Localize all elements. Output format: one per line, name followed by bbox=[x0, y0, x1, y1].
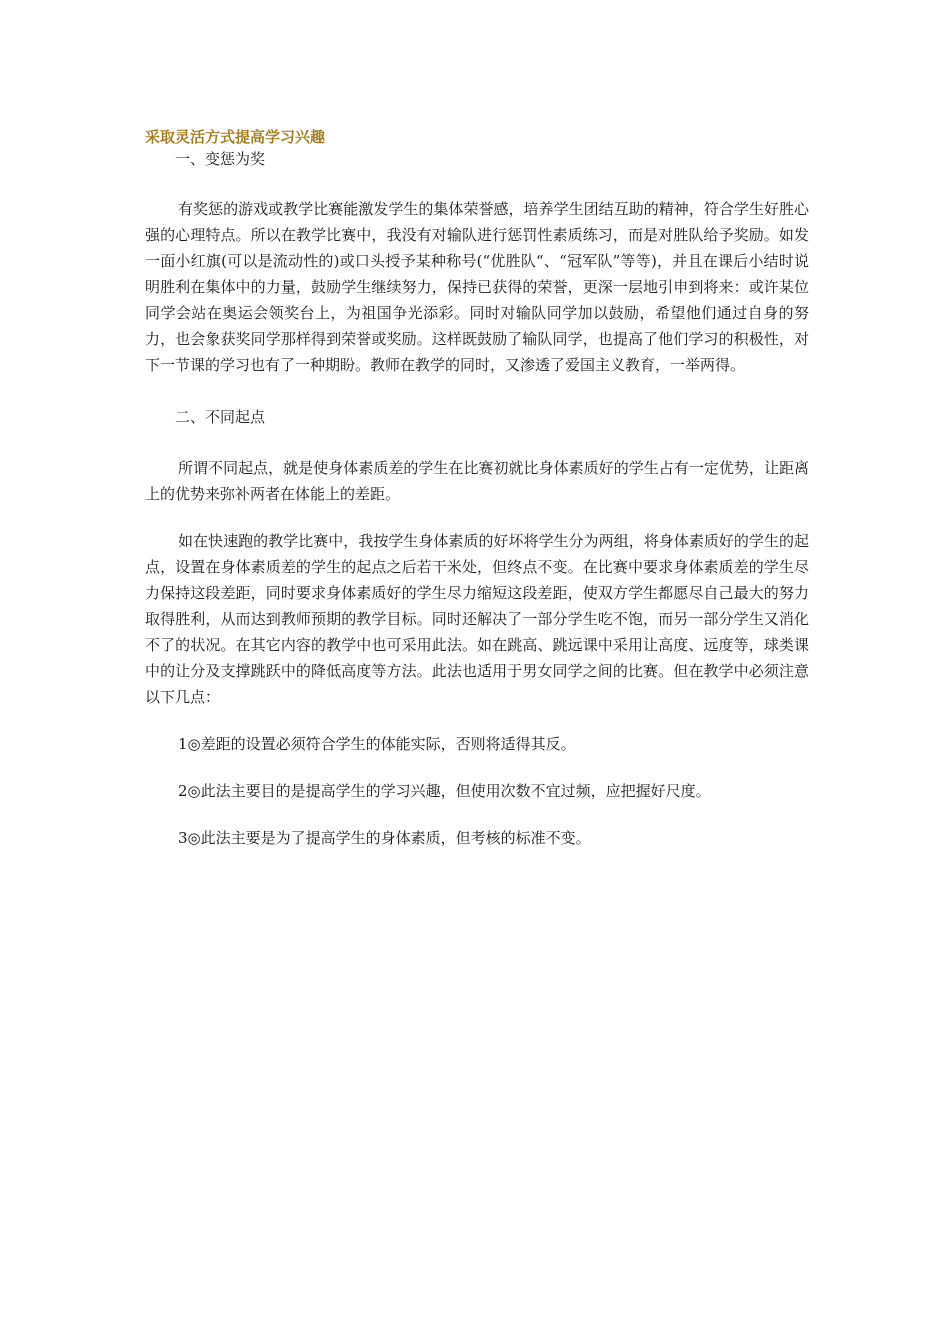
document-title: 采取灵活方式提高学习兴趣 bbox=[145, 128, 326, 146]
point-2: 2◎此法主要目的是提高学生的学习兴趣，但使用次数不宜过频，应把握好尺度。 bbox=[178, 782, 711, 800]
section2-paragraph-1: 所谓不同起点，就是使身体素质差的学生在比赛初就比身体素质好的学生占有一定优势，让距离上的优势来弥补两者在体能上的差距。 bbox=[145, 459, 809, 503]
section1-heading: 一、变惩为奖 bbox=[175, 150, 266, 168]
section2-paragraph-2: 如在快速跑的教学比赛中，我按学生身体素质的好坏将学生分为两组，将身体素质好的学生的起点，设置在身体素质差的学生的起点之后若干米处，但终点不变。在比赛中要求身体素质差的学生尽力保持这段差距，同时要求身体素质好的学生尽力缩短这段差距，使双方学生都愿尽自己最大的努力取得胜利，从而达到教师预期的教学目标。同时还解决了一部分学生吃不饱，而另一部分学生又消化不了的状况。在其它内容的教学中也可采用此法。如在跳高、跳远课中采用让高度、远度等，球类课中的让分及支撑跳跃中的降低高度等方法。此法也适用于男女同学之间的比赛。但在教学中必须注意以下几点： bbox=[145, 532, 809, 706]
section1-paragraph: 有奖惩的游戏或教学比赛能激发学生的集体荣誉感，培养学生团结互助的精神，符合学生好胜心强的心理特点。所以在教学比赛中，我没有对输队进行惩罚性素质练习，而是对胜队给予奖励。如发一面小红旗(可以是流动性的)或口头授予某种称号(“优胜队“、“冠军队”等等)，并且在课后小结时说明胜利在集体中的力量，鼓励学生继续努力，保持已获得的荣誉，更深一层地引申到将来：或许某位同学会站在奥运会领奖台上，为祖国争光添彩。同时对输队同学加以鼓励，希望他们通过自身的努力，也会象获奖同学那样得到荣誉或奖励。这样既鼓励了输队同学，也提高了他们学习的积极性，对下一节课的学习也有了一种期盼。教师在教学的同时，又渗透了爱国主义教育，一举两得。 bbox=[145, 200, 809, 374]
point-1: 1◎差距的设置必须符合学生的体能实际，否则将适得其反。 bbox=[178, 735, 576, 753]
document-content bbox=[145, 126, 809, 851]
point-3: 3◎此法主要是为了提高学生的身体素质，但考核的标准不变。 bbox=[178, 829, 591, 847]
section2-heading: 二、不同起点 bbox=[175, 408, 266, 426]
